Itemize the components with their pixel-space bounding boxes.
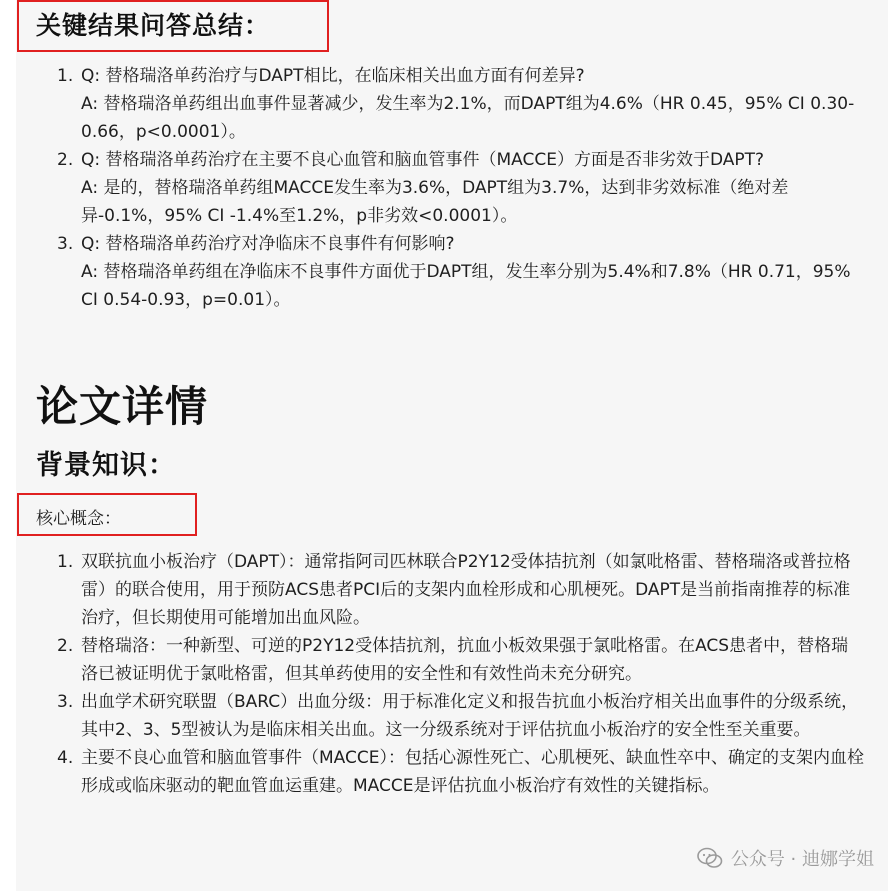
concept-text: 主要不良心血管和脑血管事件（MACCE）：包括心源性死亡、心肌梗死、缺血性卒中、确定的支架内血栓形成或临床驱动的靶血管血运重建。MACCE是评估抗血小板治疗有效性的关键指标。 [81,748,864,796]
qa-list [57,62,857,314]
question-text: Q: 替格瑞洛单药治疗在主要不良心血管和脑血管事件（MACCE）方面是否非劣效于DAPT? [81,150,765,170]
list-number: 2. [57,636,74,656]
concept-text: 替格瑞洛：一种新型、可逆的P2Y12受体拮抗剂，抗血小板效果强于氯吡格雷。在ACS患者中，替格瑞洛已被证明优于氯吡格雷，但其单药使用的安全性和有效性尚未充分研究。 [81,636,849,684]
paper-details-title: 论文详情 [36,382,209,431]
answer-text: A: 是的，替格瑞洛单药组MACCE发生率为3.6%，DAPT组为3.7%，达到非劣效标准（绝对差异-0.1%，95% CI -1.4%至1.2%，p非劣效<0.0001）。 [81,178,789,226]
background-title: 背景知识： [36,450,176,481]
wechat-icon [697,847,723,869]
list-number: 3. [57,692,74,712]
list-number: 4. [57,748,74,768]
qa-item [57,146,857,230]
list-number: 1. [57,552,74,572]
watermark [697,845,874,871]
watermark-text: 公众号 · 迪娜学姐 [730,849,874,870]
core-concepts-label: 核心概念： [36,509,121,529]
list-number: 2. [57,150,74,170]
qa-item [57,62,857,146]
list-number: 3. [57,234,74,254]
concept-text: 双联抗血小板治疗（DAPT）：通常指阿司匹林联合P2Y12受体拮抗剂（如氯吡格雷、替格瑞洛或普拉格雷）的联合使用，用于预防ACS患者PCI后的支架内血栓形成和心肌梗死。DAPT是当前指南推荐的标准治疗，但长期使用可能增加出血风险。 [81,552,851,628]
concept-item [57,548,865,632]
concept-item [57,688,865,744]
qa-summary-title: 关键结果问答总结： [36,11,271,40]
question-text: Q: 替格瑞洛单药治疗对净临床不良事件有何影响? [81,234,455,254]
qa-item [57,230,857,314]
concept-list [57,548,865,800]
list-number: 1. [57,66,74,86]
concept-item [57,632,865,688]
question-text: Q: 替格瑞洛单药治疗与DAPT相比，在临床相关出血方面有何差异? [81,66,585,86]
concept-text: 出血学术研究联盟（BARC）出血分级：用于标准化定义和报告抗血小板治疗相关出血事件的分级系统，其中2、3、5型被认为是临床相关出血。这一分级系统对于评估抗血小板治疗的安全性至关重要。 [81,692,859,740]
answer-text: A: 替格瑞洛单药组在净临床不良事件方面优于DAPT组，发生率分别为5.4%和7.8%（HR 0.71，95% CI 0.54-0.93，p=0.01）。 [81,262,851,310]
answer-text: A: 替格瑞洛单药组出血事件显著减少，发生率为2.1%，而DAPT组为4.6%（HR 0.45，95% CI 0.30-0.66，p<0.0001）。 [81,94,855,142]
concept-item [57,744,865,800]
